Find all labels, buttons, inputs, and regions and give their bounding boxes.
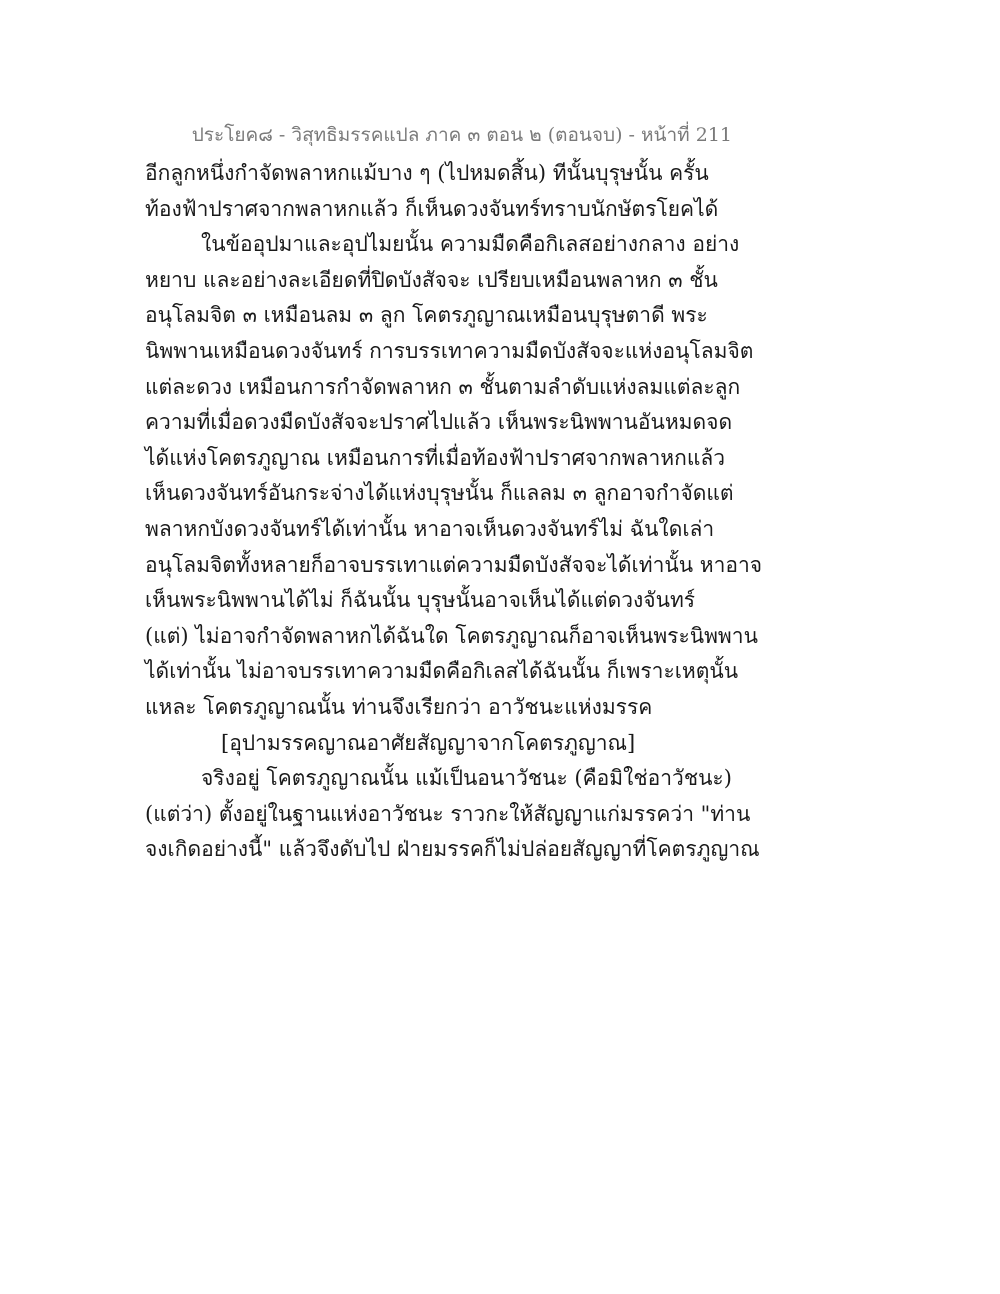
text-line: จงเกิดอย่างนี้" แล้วจึงดับไป ฝ่ายมรรคก็ไม่ปล่อยสัญญาที่โคตรภูญาณ [145, 837, 760, 862]
text-line: อีกลูกหนึ่งกำจัดพลาหกแม้บาง ๆ (ไปหมดสิ้น) ทีนั้นบุรุษนั้น ครั้น [145, 161, 709, 185]
paragraph-start-line: ในข้ออุปมาและอุปไมยนั้น ความมืดคือกิเลสอย่างกลาง อย่าง [201, 232, 740, 257]
section-heading: [อุปามรรคญาณอาศัยสัญญาจากโคตรภูญาณ] [221, 730, 636, 755]
text-line: หยาบ และอย่างละเอียดที่ปิดบังสัจจะ เปรียบเหมือนพลาหก ๓ ชั้น [145, 267, 718, 292]
page-header: ประโยค๘ - วิสุทธิมรรคแปล ภาค ๓ ตอน ๒ (ตอนจบ) - หน้าที่ 211 [191, 124, 732, 146]
text-line: พลาหกบังดวงจันทร์ได้เท่านั้น หาอาจเห็นดวงจันทร์ไม่ ฉันใดเล่า [145, 516, 715, 541]
text-line: ความที่เมื่อดวงมืดบังสัจจะปราศไปแล้ว เห็นพระนิพพานอันหมดจด [145, 410, 733, 435]
text-line: อนุโลมจิต ๓ เหมือนลม ๓ ลูก โคตรภูญาณเหมือนบุรุษตาดี พระ [145, 303, 708, 328]
text-line: เห็นดวงจันทร์อันกระจ่างได้แห่งบุรุษนั้น ก็แลลม ๓ ลูกอาจกำจัดแต่ [145, 481, 734, 506]
text-line: แต่ละดวง เหมือนการกำจัดพลาหก ๓ ชั้นตามลำดับแห่งลมแต่ละลูก [145, 374, 741, 399]
text-line: เห็นพระนิพพานได้ไม่ ก็ฉันนั้น บุรุษนั้นอาจเห็นได้แต่ดวงจันทร์ [145, 588, 696, 613]
text-line: ได้เท่านั้น ไม่อาจบรรเทาความมืดคือกิเลสได้ฉันนั้น ก็เพราะเหตุนั้น [145, 659, 739, 684]
text-line: แหละ โคตรภูญาณนั้น ท่านจึงเรียกว่า อาวัชนะแห่งมรรค [145, 694, 653, 719]
body-text [145, 156, 865, 868]
text-line: (แต่ว่า) ตั้งอยู่ในฐานแห่งอาวัชนะ ราวกะให้สัญญาแก่มรรคว่า "ท่าน [145, 801, 751, 826]
paragraph-start-line: จริงอยู่ โคตรภูญาณนั้น แม้เป็นอนาวัชนะ (คือมิใช่อาวัชนะ) [201, 766, 732, 791]
text-line: (แต่) ไม่อาจกำจัดพลาหกได้ฉันใด โคตรภูญาณก็อาจเห็นพระนิพพาน [145, 623, 758, 648]
text-line: อนุโลมจิตทั้งหลายก็อาจบรรเทาแต่ความมืดบังสัจจะได้เท่านั้น หาอาจ [145, 552, 763, 577]
text-line: ได้แห่งโคตรภูญาณ เหมือนการที่เมื่อท้องฟ้าปราศจากพลาหกแล้ว [145, 445, 726, 470]
text-line: ท้องฟ้าปราศจากพลาหกแล้ว ก็เห็นดวงจันทร์ทราบนักษัตรโยคได้ [145, 196, 719, 221]
text-line: นิพพานเหมือนดวงจันทร์ การบรรเทาความมืดบังสัจจะแห่งอนุโลมจิต [145, 338, 754, 363]
